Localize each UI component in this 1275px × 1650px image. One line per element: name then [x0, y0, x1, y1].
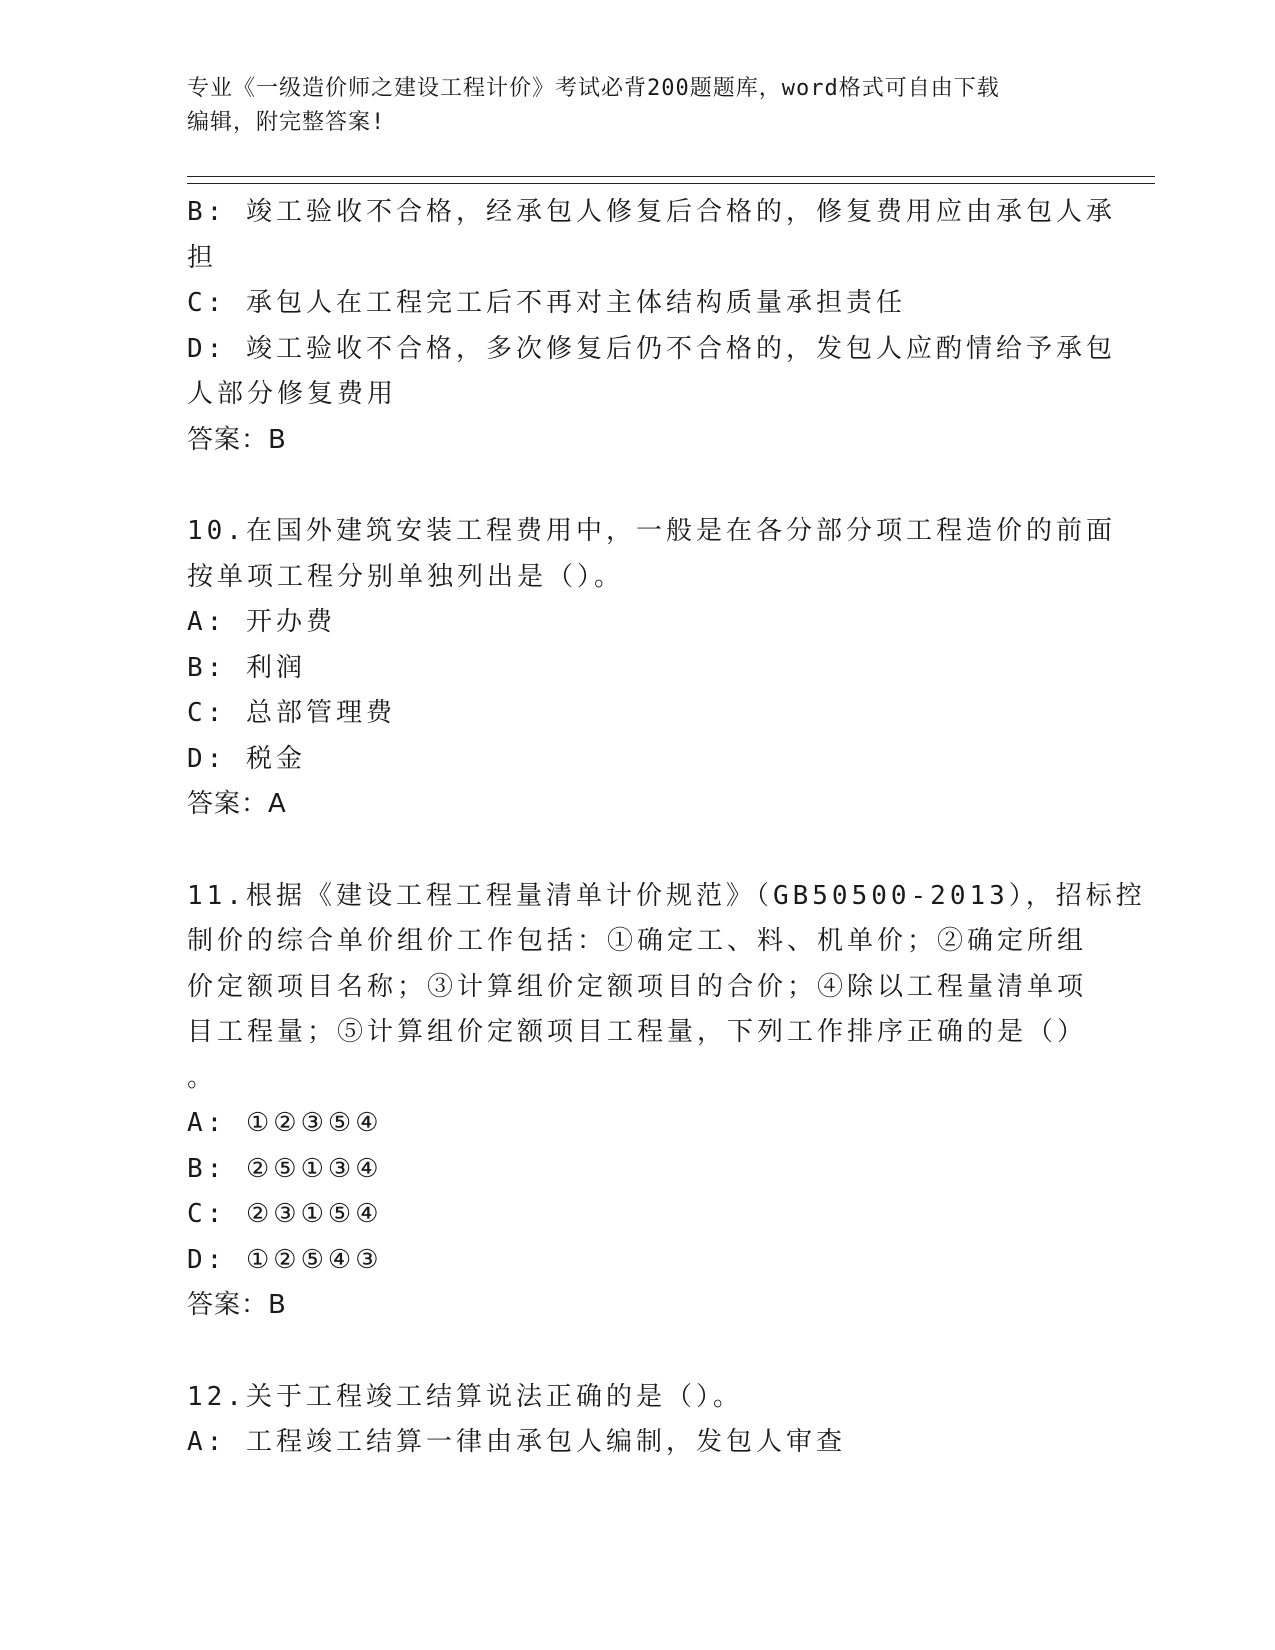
spacer	[187, 1329, 1087, 1375]
q11-stem-line-1: 11.根据《建设工程工程量清单计价规范》（GB50500-2013），招标控	[187, 880, 1146, 911]
q10-option-d: D: 税金	[187, 743, 306, 774]
q12-option-a: A: 工程竣工结算一律由承包人编制，发包人审查	[187, 1427, 846, 1457]
header-title-line-1: 专业《一级造价师之建设工程计价》考试必背200题题库，word格式可自由下载	[187, 76, 1000, 101]
q10-stem-line-1: 10.在国外建筑安装工程费用中，一般是在各分部分项工程造价的前面	[187, 516, 1116, 546]
q12-stem-line-1: 12.关于工程竣工结算说法正确的是（）。	[187, 1381, 743, 1412]
header-divider-top	[187, 176, 1155, 177]
q11-stem-line-3: 价定额项目名称；③计算组价定额项目的合价；④除以工程量清单项	[187, 971, 1088, 1002]
header-divider-bottom	[187, 183, 1155, 184]
q10-stem-line-2: 按单项工程分别单独列出是（）。	[187, 561, 625, 592]
q9-option-c: C: 承包人在工程完工后不再对主体结构质量承担责任	[187, 288, 906, 318]
q10-option-c: C: 总部管理费	[187, 698, 396, 728]
q11-option-c: C: ②③①⑤④	[187, 1199, 383, 1229]
document-header	[187, 72, 1087, 140]
q9-option-d-line-1: D: 竣工验收不合格，多次修复后仍不合格的，发包人应酌情给予承包	[187, 333, 1116, 364]
q9-option-b-line-1: B: 竣工验收不合格，经承包人修复后合格的，修复费用应由承包人承	[187, 197, 1116, 227]
q10-option-a: A: 开办费	[187, 607, 336, 637]
q11-option-d: D: ①②⑤④③	[187, 1244, 383, 1275]
spacer	[187, 463, 1087, 509]
q10-answer: 答案：A	[187, 789, 287, 819]
q9-answer: 答案：B	[187, 424, 287, 455]
q10-option-b: B: 利润	[187, 652, 306, 683]
q9-option-b-line-2: 担	[187, 242, 218, 273]
q11-option-b: B: ②⑤①③④	[187, 1153, 383, 1184]
q11-option-a: A: ①②③⑤④	[187, 1108, 383, 1138]
q11-stem-line-4: 目工程量；⑤计算组价定额项目工程量，下列工作排序正确的是（）	[187, 1017, 1088, 1047]
q11-stem-line-5: 。	[187, 1062, 218, 1093]
header-title-line-2: 编辑，附完整答案!	[187, 110, 386, 135]
q11-answer: 答案：B	[187, 1290, 287, 1320]
q11-stem-line-2: 制价的综合单价组价工作包括：①确定工、料、机单价；②确定所组	[187, 926, 1088, 956]
document-body	[187, 190, 1146, 1466]
q9-option-d-line-2: 人部分修复费用	[187, 379, 398, 409]
spacer	[187, 828, 1087, 874]
